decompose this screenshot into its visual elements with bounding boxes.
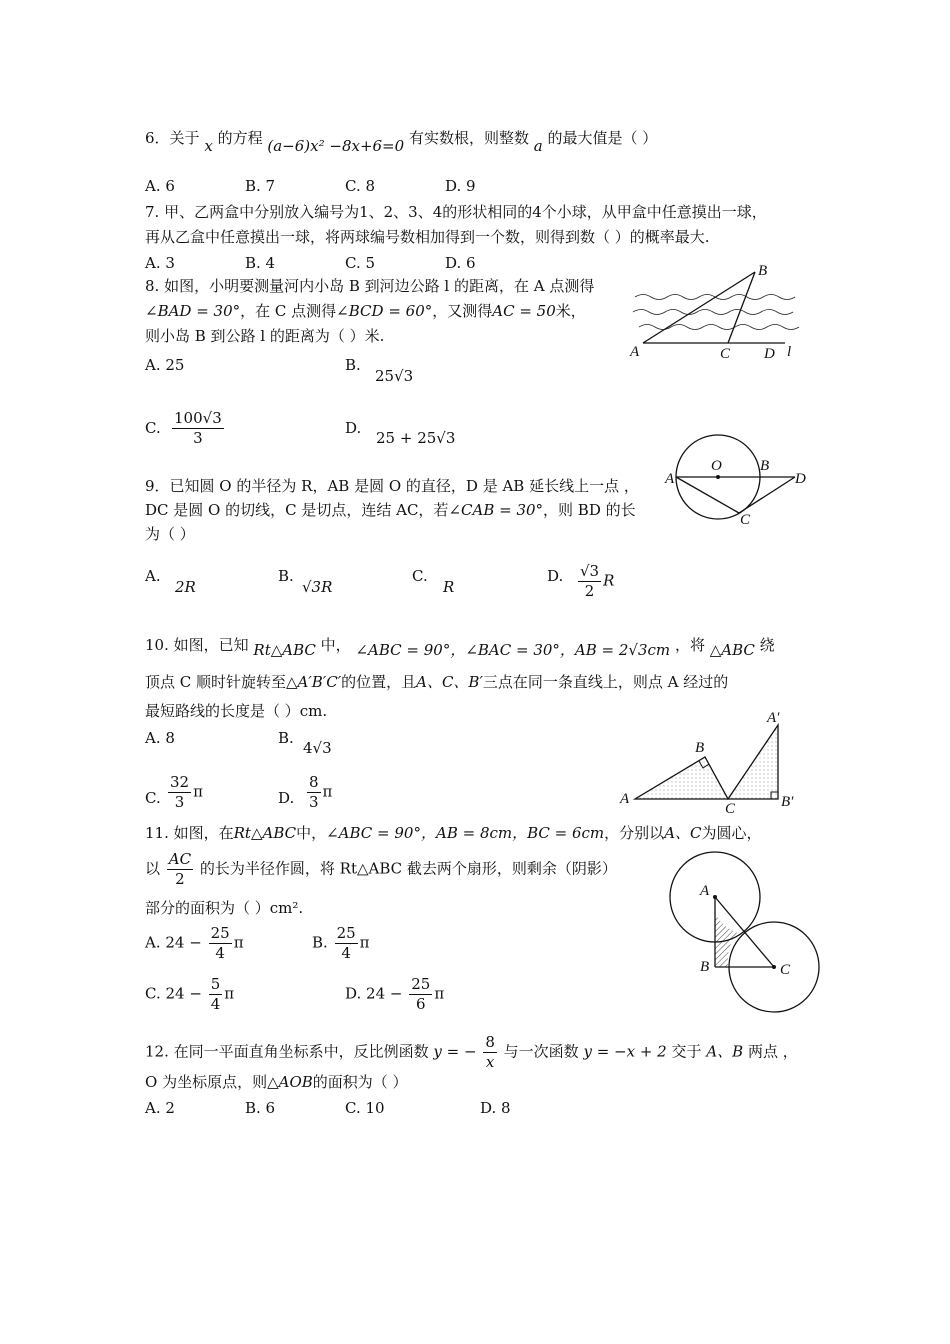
q12-line-1: 12. 在同一平面直角坐标系中，反比例函数 y = − $\frac{8}{x}$ 与一次函数 y = −x + 2 交于 A、B 两点 ， [145, 1033, 798, 1071]
q10-rotation-figure [615, 705, 830, 815]
q9-line-1: 9．已知圆 O 的半径为 R，AB 是圆 O 的直径，D 是 AB 延长线上一点 ， [145, 477, 639, 495]
q9-label-b: B [760, 458, 770, 474]
q9-line-2: DC 是圆 O 的切线，C 是切点，连结 AC，若∠CAB = 30°，则 BD 的长 [145, 501, 636, 519]
q11-line-1: 11. 如图，在Rt△ABC中，∠ABC = 90°，AB = 8cm，BC = 6cm，分别以A、C为圆心， [145, 824, 762, 842]
fraction: $\frac{8}{x}$ [485, 1033, 495, 1071]
fraction: $\frac{√3}{2}$ [580, 562, 600, 600]
q10-label-a: A [620, 791, 630, 807]
q9-option-b-value: √3R [302, 578, 333, 596]
q10-option-a: A. 8 [145, 729, 175, 747]
q6-stem: 6．关于 x 的方程 (a−6)x² −8x+6=0 有实数根，则整数 a 的最大值是（ ） [145, 129, 658, 155]
q12-option-b: B. 6 [245, 1099, 276, 1117]
q9-center-point [716, 475, 720, 479]
fraction: $\frac{25}{4}$ [210, 924, 230, 962]
q6-option-d: D. 9 [445, 177, 476, 195]
q7-line-1: 7. 甲、乙两盒中分别放入编号为1、2、3、4的形状相同的4个小球，从甲盒中任意摸出一球， [145, 203, 767, 221]
q10-option-b-label: B. [278, 729, 294, 747]
fraction: $\frac{100√3}{3}$ [174, 409, 222, 447]
q8-line-2: ∠BAD = 30°，在 C 点测得∠BCD = 60°，又测得AC = 50米， [145, 302, 586, 320]
q8-option-c-label: C. [145, 419, 161, 437]
q10-triangle-rotated [728, 725, 778, 799]
q8-option-a: A. 25 [145, 356, 185, 374]
q11-label-c: C [780, 962, 791, 978]
q10-option-c-value: $\frac{32}{3}$ π [170, 773, 203, 811]
q8-option-d-label: D. [345, 419, 362, 437]
q11-point-c [772, 965, 776, 969]
q10-option-b-value: 4√3 [303, 739, 332, 757]
q8-option-d-value: 25 + 25√3 [376, 429, 456, 447]
q8-line-1: 8. 如图，小明要测量河内小岛 B 到河边公路 l 的距离，在 A 点测得 [145, 277, 595, 295]
q11-line-2: 以 $\frac{AC}{2}$ 的长为半径作圆，将 Rt△ABC 截去两个扇形，则剩余（阴影） [145, 850, 617, 888]
q10-triangle-abc [635, 757, 728, 799]
q7-line-2: 再从乙盒中任意摸出一球，将两球编号数相加得到一个数，则得到数（ ）的概率最大. [145, 228, 710, 246]
q6-var-x: x [204, 137, 213, 155]
q7-option-b: B. 4 [245, 254, 276, 272]
q10-line-1: 10. 如图，已知 Rt△ABC 中， ∠ABC = 90°，∠BAC = 30°，AB = 2√3cm ，将 △ABC 绕 [145, 636, 775, 659]
q12-option-a: A. 2 [145, 1099, 175, 1117]
q8-label-b: B [758, 263, 768, 279]
q9-option-d-label: D. [547, 567, 564, 585]
q12-option-c: C. 10 [345, 1099, 385, 1117]
fraction: $\frac{32}{3}$ [170, 773, 190, 811]
q11-label-b: B [700, 959, 710, 975]
q9-option-b-label: B. [278, 567, 294, 585]
q9-label-d: D [795, 471, 806, 487]
q8-river-figure [625, 255, 805, 365]
q7-option-d: D. 6 [445, 254, 476, 272]
q8-option-b-value: 25√3 [375, 367, 414, 385]
fraction: $\frac{25}{4}$ [336, 924, 356, 962]
q8-label-a: A [630, 344, 640, 360]
fraction: $\frac{AC}{2}$ [168, 850, 192, 888]
q8-label-l: l [787, 344, 792, 360]
fraction: $\frac{5}{4}$ [210, 975, 221, 1013]
q8-triangle [643, 272, 785, 343]
fraction: $\frac{8}{3}$ [309, 773, 319, 811]
q10-line-3: 最短路线的长度是（ ）cm. [145, 702, 328, 720]
q9-label-c: C [740, 512, 751, 528]
q10-label-b-prime: B′ [781, 794, 794, 810]
q11-circles-figure [660, 845, 830, 1020]
q12-line-2: O 为坐标原点，则△AOB的面积为（ ） [145, 1073, 408, 1091]
q6-equation: (a−6)x² −8x+6=0 [267, 137, 405, 155]
q11-option-d: D. 24 − $\frac{25}{6}$ π [345, 975, 445, 1013]
q6-option-a: A. 6 [145, 177, 175, 195]
q12-option-d: D. 8 [480, 1099, 511, 1117]
q8-option-b-label: B. [345, 356, 361, 374]
q9-option-d-value: $\frac{√3}{2}$ R [580, 562, 615, 600]
q9-option-c-value: R [443, 578, 455, 596]
q9-circle-figure [655, 430, 820, 530]
q9-label-a: A [665, 471, 675, 487]
q10-option-c-label: C. [145, 789, 161, 807]
q10-label-c: C [725, 801, 736, 815]
q8-label-d: D [764, 346, 775, 362]
river-waves [633, 295, 799, 330]
q8-line-3: 则小岛 B 到公路 l 的距离为（ ）米. [145, 327, 385, 345]
q9-option-c-label: C. [412, 567, 428, 585]
q6-option-b: B. 7 [245, 177, 276, 195]
q11-line-3: 部分的面积为（ ）cm². [145, 899, 304, 917]
q7-option-a: A. 3 [145, 254, 175, 272]
q9-label-o: O [711, 458, 722, 474]
q8-option-c-value [170, 409, 226, 448]
q11-point-a [713, 895, 717, 899]
q10-option-d-value: $\frac{8}{3}$ π [309, 773, 333, 811]
q11-option-b: B. $\frac{25}{4}$ π [312, 924, 370, 962]
q6-var-a: a [533, 137, 543, 155]
q11-option-c: C. 24 − $\frac{5}{4}$ π [145, 975, 235, 1013]
q9-option-a-value: 2R [175, 578, 196, 596]
q8-label-c: C [720, 346, 731, 362]
q6-option-c: C. 8 [345, 177, 376, 195]
q10-label-a-prime: A′ [767, 710, 780, 726]
q9-lines [676, 477, 795, 513]
q7-option-c: C. 5 [345, 254, 376, 272]
q9-option-a-label: A. [145, 567, 161, 585]
q10-option-d-label: D. [278, 789, 295, 807]
q11-label-a: A [700, 883, 710, 899]
q9-line-3: 为（ ） [145, 525, 195, 543]
q11-option-a: A. 24 − $\frac{25}{4}$ π [145, 924, 244, 962]
q10-label-b: B [695, 740, 705, 756]
fraction: $\frac{25}{6}$ [411, 975, 431, 1013]
q10-line-2: 顶点 C 顺时针旋转至△A′B′C′的位置，且A、C、B′三点在同一条直线上，则点 A 经过的 [145, 673, 729, 691]
